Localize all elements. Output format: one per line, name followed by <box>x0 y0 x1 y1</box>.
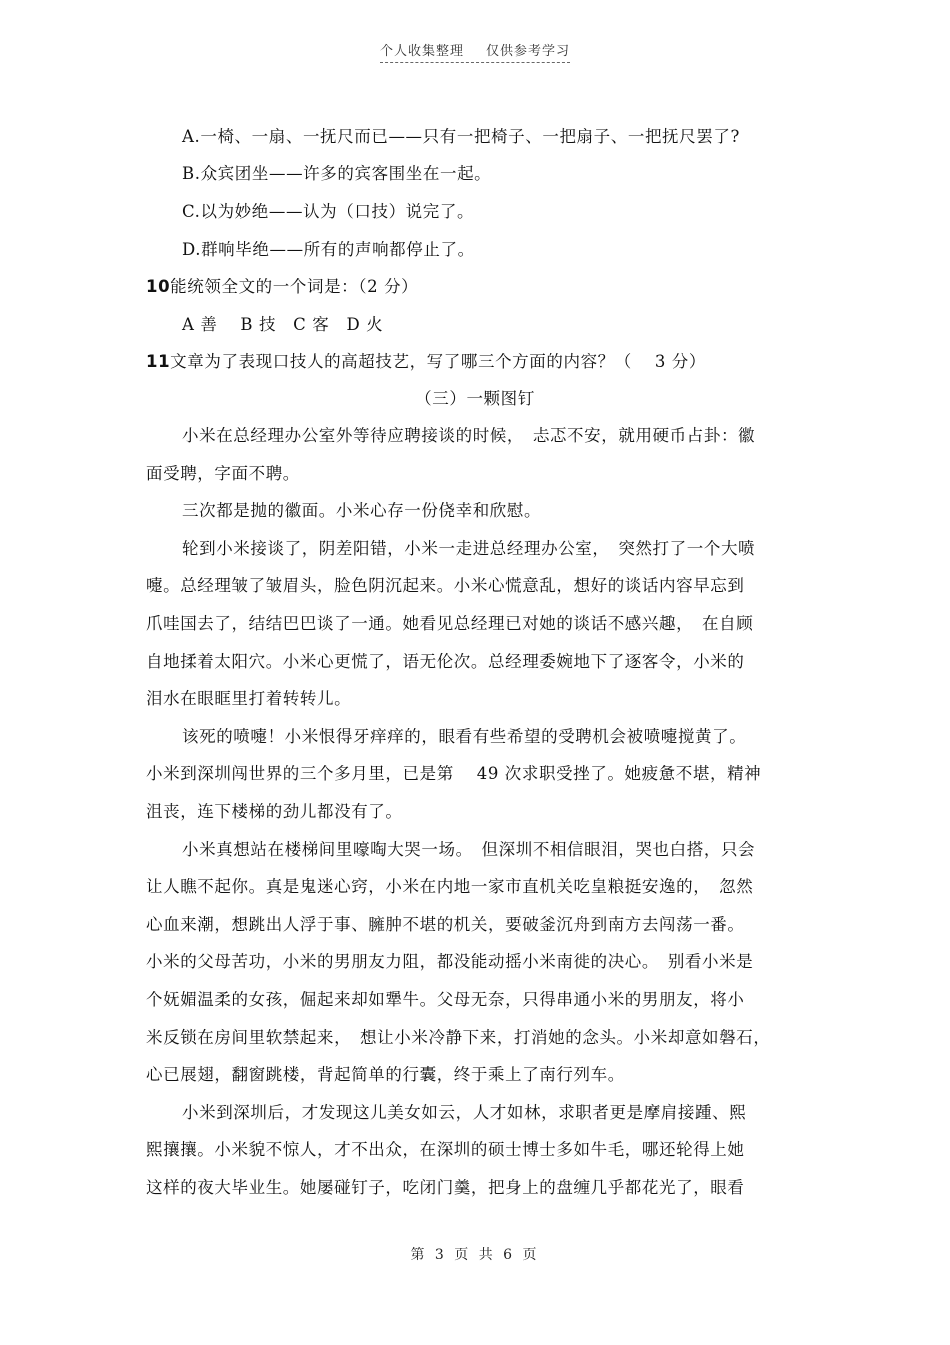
page-footer: 第 3 页 共 6 页 <box>410 1247 540 1263</box>
article-line: 嚏。总经理皱了皱眉头，脸色阴沉起来。小米心慌意乱，想好的谈话内容早忘到 <box>146 576 745 595</box>
article-line: 泪水在眼眶里打着转转儿。 <box>146 689 352 708</box>
article-line: 个妩媚温柔的女孩，倔起来却如犟牛。父母无奈，只得串通小米的男朋友，将小 <box>146 990 745 1009</box>
section-title: （三）一颗图钉 <box>415 389 535 408</box>
option-d: D.群响毕绝——所有的声响都停止了。 <box>182 240 475 259</box>
article-line: 面受聘，字面不聘。 <box>146 464 300 483</box>
article-line: 轮到小米接谈了，阴差阳错，小米一走进总经理办公室， 突然打了一个大喷 <box>182 539 756 558</box>
option-c: C.以为妙绝——认为（口技）说完了。 <box>182 202 475 221</box>
question-10-options: A 善 B 技 C 客 D 火 <box>182 315 384 334</box>
question-10-number: 10 <box>146 277 171 296</box>
article-line: 沮丧，连下楼梯的劲儿都没有了。 <box>146 802 403 821</box>
article-line: 自地揉着太阳穴。小米心更慌了，语无伦次。总经理委婉地下了逐客令，小米的 <box>146 652 745 671</box>
article-line: 小米的父母苦功，小米的男朋友力阻，都没能动摇小米南徙的决心。 别看小米是 <box>146 952 754 971</box>
article-line: 小米到深圳闯世界的三个多月里，已是第 49 次求职受挫了。她疲惫不堪，精神 <box>146 764 762 783</box>
article-line: 熙攘攘。小米貌不惊人，才不出众，在深圳的硕士博士多如牛毛，哪还轮得上她 <box>146 1140 745 1159</box>
header-left-text: 个人收集整理 <box>379 44 464 59</box>
question-11-number: 11 <box>146 352 171 371</box>
article-line: 米反锁在房间里软禁起来， 想让小米冷静下来，打消她的念头。小米却意如磐石， <box>146 1028 771 1047</box>
header-right-text: 仅供参考学习 <box>486 44 571 59</box>
question-10-text: 能统领全文的一个词是：（2 分） <box>170 277 419 296</box>
article-line: 小米真想站在楼梯间里嚎啕大哭一场。 但深圳不相信眼泪，哭也白搭，只会 <box>182 840 756 859</box>
article-line: 小米在总经理办公室外等待应聘接谈的时候， 忐忑不安，就用硬币占卦：徽 <box>182 426 756 445</box>
page-header <box>0 40 950 63</box>
article-line: 心已展翅，翻窗跳楼，背起简单的行囊，终于乘上了南行列车。 <box>146 1065 625 1084</box>
article-line: 这样的夜大毕业生。她屡碰钉子，吃闭门羹，把身上的盘缠几乎都花光了，眼看 <box>146 1178 745 1197</box>
question-10 <box>146 277 418 297</box>
question-11-text: 文章为了表现口技人的高超技艺，写了哪三个方面的内容？（ 3 分） <box>170 352 706 371</box>
option-a: A.一椅、一扇、一抚尺而已——只有一把椅子、一把扇子、一把抚尺罢了? <box>182 127 740 146</box>
article-line: 爪哇国去了，结结巴巴谈了一通。她看见总经理已对她的谈话不感兴趣， 在自顾 <box>146 614 754 633</box>
option-b: B.众宾团坐——许多的宾客围坐在一起。 <box>182 164 492 183</box>
question-11 <box>146 352 706 372</box>
article-line: 小米到深圳后，才发现这儿美女如云，人才如林，求职者更是摩肩接踵、熙 <box>182 1103 747 1122</box>
header-underline <box>380 40 570 63</box>
article-line: 三次都是抛的徽面。小米心存一份侥幸和欣慰。 <box>182 501 542 520</box>
article-line: 该死的喷嚏！小米恨得牙痒痒的，眼看有些希望的受聘机会被喷嚏搅黄了。 <box>182 727 747 746</box>
article-line: 让人瞧不起你。真是鬼迷心窍，小米在内地一家市直机关吃皇粮挺安逸的， 忽然 <box>146 877 754 896</box>
article-line: 心血来潮，想跳出人浮于事、臃肿不堪的机关，要破釜沉舟到南方去闯荡一番。 <box>146 915 745 934</box>
